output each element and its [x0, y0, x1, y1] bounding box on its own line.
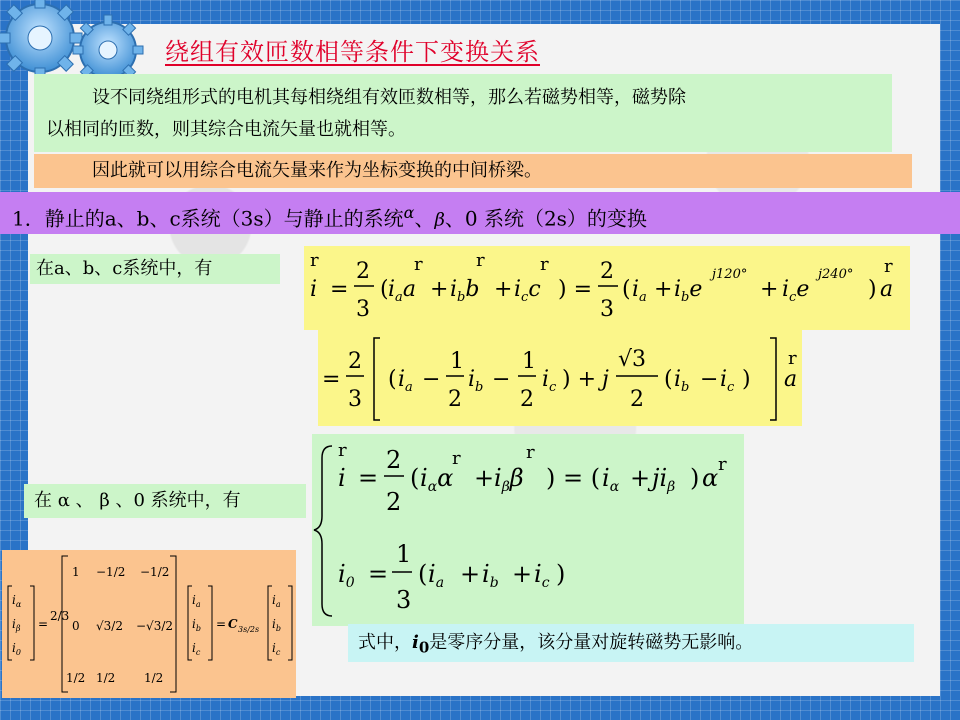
svg-text:−: −: [492, 367, 511, 392]
svg-text:+: +: [430, 277, 449, 302]
svg-text:iαα: $i_\alpha\alpha$: [420, 464, 454, 495]
svg-text:i0: $i_0$: [338, 560, 355, 591]
svg-text:3: 3: [600, 297, 614, 322]
m13: −1/2: [140, 565, 170, 579]
frac-num: 2: [386, 446, 402, 474]
svg-text:ibe: $i_be$: [674, 277, 703, 305]
svg-text:+: +: [512, 560, 533, 588]
frac-den: 3: [396, 586, 412, 614]
intro-line-1: 设不同绕组形式的电机其每相绕组有效匝数相等，那么若磁势相等，磁势除: [92, 87, 686, 108]
sqrt3: √3: [618, 347, 647, 372]
svg-text:(: (: [622, 277, 631, 302]
svg-text:2: 2: [630, 387, 644, 412]
svg-text:iaa: $i_aa$: [388, 277, 416, 305]
svg-text:a: a: [880, 277, 894, 302]
equation-abc-expanded: [318, 330, 802, 426]
svg-text:): ): [868, 277, 877, 302]
intro-line-2: 以相同的匝数，则其综合电流矢量也就相等。: [46, 119, 406, 140]
bridge-paragraph: 因此就可以用综合电流矢量来作为坐标变换的中间桥梁。: [34, 154, 912, 188]
beta-symbol: β: [434, 209, 445, 231]
svg-text:iββ: $i_\beta\beta$: [494, 464, 524, 495]
svg-text:(: (: [410, 464, 420, 492]
svg-text:=: =: [368, 560, 389, 588]
transform-matrix-equation: [2, 550, 296, 698]
svg-text:ic: $i_c$: [534, 560, 550, 591]
frac-num: 2: [356, 259, 370, 284]
m33: 1/2: [144, 671, 164, 685]
svg-text:1: 1: [450, 349, 464, 374]
svg-text:r: r: [718, 454, 727, 475]
svg-text:i: i: [310, 277, 318, 302]
svg-text:i: i: [338, 464, 346, 492]
m12: −1/2: [96, 565, 126, 579]
svg-text:+: +: [760, 277, 779, 302]
svg-text:2: 2: [386, 488, 402, 516]
svg-text:(: (: [418, 560, 428, 588]
svg-text:=: =: [358, 464, 379, 492]
svg-text:): ): [690, 464, 700, 492]
m11: 1: [72, 565, 80, 579]
m22: √3/2: [96, 619, 123, 633]
transform-C: C: [228, 617, 238, 631]
svg-text:iα: $i_\alpha$: [602, 464, 620, 495]
svg-text:ib: $i_b$: [468, 367, 484, 395]
svg-text:α: α: [702, 464, 719, 492]
equation-abc-vector: [304, 246, 910, 330]
svg-text:): ): [556, 560, 566, 588]
slide-title: 绕组有效匝数相等条件下变换关系: [165, 38, 540, 66]
svg-text:ice: $i_ce$: [782, 277, 810, 305]
svg-text:jiβ: $ji_\beta$: [652, 464, 676, 495]
svg-text:ia: $i_a$: [192, 593, 201, 609]
svg-text:(: (: [664, 367, 673, 392]
m23: −√3/2: [136, 619, 174, 633]
svg-text:ia: $i_a$: [398, 367, 413, 395]
imag-j: j: [602, 367, 609, 392]
svg-text:r: r: [540, 254, 549, 275]
svg-text:=: =: [38, 617, 49, 631]
svg-text:ia: $i_a$: [632, 277, 647, 305]
svg-text:=: =: [322, 367, 341, 392]
svg-text:r: r: [414, 254, 423, 275]
svg-text:) =: ) =: [558, 277, 593, 302]
svg-text:+: +: [460, 560, 481, 588]
svg-text:i0: $i_0$: [12, 641, 21, 657]
svg-text:ic: $i_c$: [542, 367, 557, 395]
svg-text:a: a: [784, 367, 798, 392]
svg-text:ib: $i_b$: [674, 367, 690, 395]
equation-alphabeta-system: [312, 434, 744, 626]
svg-text:icc: $i_cc$: [514, 277, 541, 305]
frac-num: 1: [396, 540, 412, 568]
svg-text:ibb: $i_bb$: [450, 277, 480, 305]
note-sub: 0: [418, 638, 430, 657]
svg-text:ic: $i_c$: [192, 641, 201, 657]
frac-den: 3: [356, 297, 370, 322]
svg-text:ib: $i_b$: [192, 617, 201, 633]
svg-text:) +: ) +: [562, 367, 597, 392]
svg-text:r: r: [788, 348, 797, 369]
section-heading-prefix: 1．静止的a、b、c系统（3s）与静止的系统: [12, 206, 404, 231]
svg-text:): ): [742, 367, 751, 392]
abc-system-label: 在a、b、c系统中，有: [30, 254, 280, 284]
svg-text:1: 1: [522, 349, 536, 374]
note-var: i: [412, 632, 419, 653]
svg-text:2: 2: [520, 387, 534, 412]
m31: 1/2: [66, 671, 86, 685]
zero-sequence-note: [348, 624, 914, 662]
svg-text:2: 2: [448, 387, 462, 412]
m21: 0: [72, 619, 80, 633]
svg-text:ic: $i_c$: [720, 367, 735, 395]
svg-text:iβ: $i_\beta$: [12, 617, 21, 633]
vec-mark: r: [310, 250, 319, 271]
note-suffix: 是零序分量，该分量对旋转磁势无影响。: [429, 632, 754, 653]
note-prefix: 式中，: [358, 632, 412, 653]
svg-text:r: r: [884, 256, 893, 277]
exp-120: j120°: [712, 267, 748, 282]
intro-paragraph: [34, 74, 892, 152]
section-heading-suffix: 、0 系统（2s）的变换: [444, 206, 647, 231]
svg-text:+: +: [654, 277, 673, 302]
svg-text:(: (: [388, 367, 397, 392]
svg-text:iα: $i_\alpha$: [12, 593, 22, 609]
frac-den: 3: [348, 387, 362, 412]
svg-text:−: −: [700, 367, 719, 392]
svg-text:+: +: [630, 464, 651, 492]
section-heading: [0, 192, 960, 234]
transform-sub: 3s/2s: [238, 625, 260, 634]
svg-text:=: =: [216, 617, 227, 631]
svg-text:+: +: [474, 464, 495, 492]
alphabeta-system-label: 在 α 、 β 、0 系统中，有: [24, 484, 306, 518]
exp-240: j240°: [818, 267, 854, 282]
svg-text:ia: $i_a$: [428, 560, 445, 591]
svg-text:r: r: [476, 250, 485, 271]
svg-text:ia: $i_a$: [272, 593, 281, 609]
svg-text:ic: $i_c$: [272, 641, 281, 657]
matrix-coef: 2/3: [50, 609, 70, 623]
svg-text:r: r: [338, 440, 347, 461]
svg-text:ib: $i_b$: [482, 560, 499, 591]
svg-text:+: +: [494, 277, 513, 302]
svg-text:(: (: [380, 277, 389, 302]
svg-text:=: =: [330, 277, 349, 302]
svg-text:r: r: [452, 448, 461, 469]
svg-text:) = (: ) = (: [546, 464, 601, 492]
alpha-symbol: α: [403, 203, 415, 222]
frac-num: 2: [348, 349, 362, 374]
svg-text:−: −: [422, 367, 441, 392]
svg-text:ib: $i_b$: [272, 617, 281, 633]
svg-text:2: 2: [600, 259, 614, 284]
m32: 1/2: [96, 671, 116, 685]
svg-text:r: r: [526, 442, 535, 463]
section-sep: 、: [414, 206, 435, 231]
